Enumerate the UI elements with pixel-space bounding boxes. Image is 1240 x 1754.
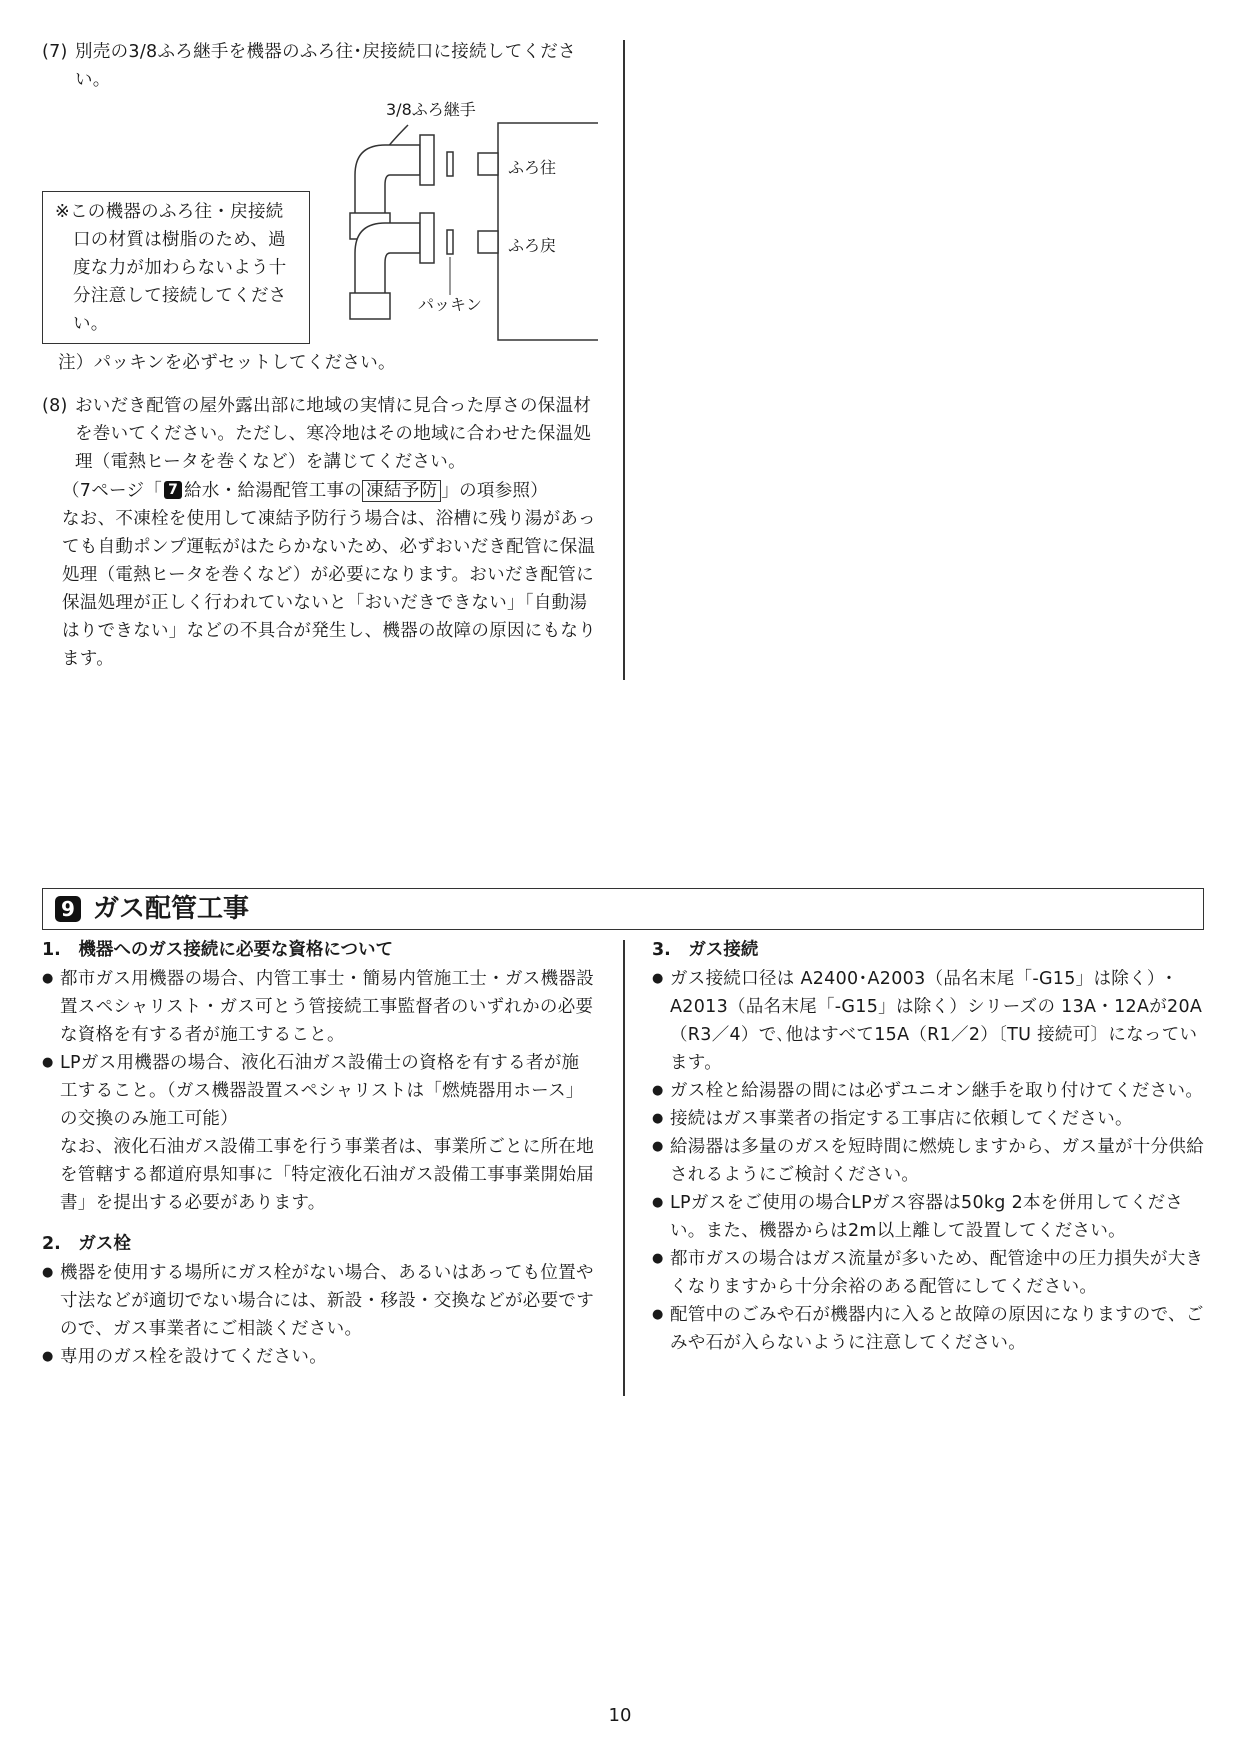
section-title: ガス配管工事 <box>93 894 250 924</box>
label-return: ふろ戻 <box>508 236 557 255</box>
sub3-heading: 3. ガス接続 <box>652 940 759 960</box>
bullet-mark: ● <box>652 1111 664 1126</box>
lower-packing <box>447 230 453 254</box>
top-column-divider <box>623 40 625 680</box>
ref-suffix: 」の項参照） <box>441 481 549 501</box>
sub3-bullet-4-text: 給湯器は多量のガスを短時間に燃焼しますから、ガス量が十分供給されるようにご検討ください。 <box>670 1137 1204 1185</box>
sub1-bullet-1-text: 都市ガス用機器の場合、内管工事士・簡易内管施工士・ガス機器設置スペシャリスト・ガス可とう管接続工事監督者のいずれかの必要な資格を有する者が施工すること。 <box>60 969 594 1045</box>
sub3-bullet-7-text: 配管中のごみや石が機器内に入ると故障の原因になりますので、ごみや石が入らないように注意してください。 <box>670 1305 1204 1353</box>
sub2-bullet-1-text: 機器を使用する場所にガス栓がない場合、あるいはあっても位置や寸法などが適切でない場合には、新設・移設・交換などが必要ですので、ガス事業者にご相談ください。 <box>60 1263 594 1339</box>
bullet-mark: ● <box>652 1083 664 1098</box>
bullet-mark: ● <box>42 1055 54 1070</box>
sub2-bullet-2 <box>42 1343 594 1371</box>
supply-port <box>478 153 498 175</box>
sub3-bullet-3-text: 接続はガス事業者の指定する工事店に依頼してください。 <box>670 1109 1133 1129</box>
ref-mid: 給水・給湯配管工事の <box>184 481 363 501</box>
sub3-bullet-2-text: ガス栓と給湯器の間には必ずユニオン継手を取り付けてください。 <box>670 1081 1204 1101</box>
bullet-mark: ● <box>652 1139 664 1154</box>
label-supply: ふろ往 <box>508 158 557 177</box>
sub1-bullet-2-cont: なお、液化石油ガス設備工事を行う事業者は、事業所ごとに所在地を管轄する都道府県知事に「特定液化石油ガス設備工事事業開始届書」を提出する必要があります。 <box>60 1137 594 1213</box>
sub2-heading: 2. ガス栓 <box>42 1234 131 1254</box>
return-port <box>478 231 498 253</box>
ref-freeze-protection: 凍結予防 <box>362 480 441 502</box>
bullet-mark: ● <box>42 1349 54 1364</box>
sub3-bullet-2 <box>652 1077 1204 1105</box>
bath-joint-diagram <box>330 95 600 355</box>
bullet-mark: ● <box>652 1307 664 1322</box>
sub1-bullet-2-text: LPガス用機器の場合、液化石油ガス設備士の資格を有する者が施工すること。（ガス機器設置スペシャリストは「燃焼器用ホース」の交換のみ施工可能） <box>60 1053 584 1129</box>
bullet-mark: ● <box>42 1265 54 1280</box>
sub1-bullet-1 <box>42 965 594 1049</box>
step8-num: (8) <box>42 396 68 416</box>
bullet-mark: ● <box>652 1251 664 1266</box>
upper-packing <box>447 152 453 176</box>
sub3-bullet-7 <box>652 1301 1204 1357</box>
unit-outline <box>498 123 598 340</box>
bullet-mark: ● <box>42 971 54 986</box>
page-number: 10 <box>608 1705 632 1726</box>
label-packing: パッキン <box>418 295 482 314</box>
sub2-bullet-1 <box>42 1259 594 1343</box>
bottom-column-divider <box>623 940 625 1396</box>
bullet-mark: ● <box>652 1195 664 1210</box>
sub1-heading: 1. 機器へのガス接続に必要な資格について <box>42 940 393 960</box>
sub2-bullet-2-text: 専用のガス栓を設けてください。 <box>60 1347 327 1367</box>
sub3-bullet-5 <box>652 1189 1204 1245</box>
sub3-bullet-4 <box>652 1133 1204 1189</box>
ref-prefix: （7ページ「 <box>62 481 163 501</box>
sub3-bullet-6-text: 都市ガスの場合はガス流量が多いため、配管途中の圧力損失が大きくなりますから十分余裕のある配管にしてください。 <box>670 1249 1204 1297</box>
label-joint: 3/8ふろ継手 <box>386 100 476 119</box>
sub1-bullet-2 <box>42 1049 594 1133</box>
sub3-bullet-1 <box>652 965 1204 1077</box>
sub3-bullet-6 <box>652 1245 1204 1301</box>
step8-reference <box>62 477 602 505</box>
right-column <box>652 937 1204 1357</box>
section-number-badge: 9 <box>55 896 81 922</box>
sub3-bullet-5-text: LPガスをご使用の場合LPガス容器は50kg 2本を併用してください。また、機器からは2m以上離して設置してください。 <box>670 1193 1184 1241</box>
sub3-bullet-1-text: ガス接続口径は A2400･A2003（品名末尾「-G15」は除く）･A2013（品名末尾「-G15」は除く）シリーズの 13A・12Aが20A（R3／4）で､他はすべて15A（R1／2）〔TU 接続可〕になっています。 <box>670 969 1203 1073</box>
step7-text: 別売の3/8ふろ継手を機器のふろ往･戻接続口に接続してください。 <box>75 42 576 90</box>
step7-footnote: 注）パッキンを必ずセットしてください。 <box>58 353 396 373</box>
step7-num: (7) <box>42 42 68 62</box>
material-caution-text: ※この機器のふろ往・戻接続口の材質は樹脂のため、過度な力が加わらないよう十分注意して接続してください。 <box>55 202 287 334</box>
bullet-mark: ● <box>652 971 664 986</box>
step8-text: おいだき配管の屋外露出部に地域の実情に見合った厚さの保温材を巻いてください。ただし、寒冷地はその地域に合わせた保温処理（電熱ヒータを巻くなど）を講じてください。 <box>75 396 592 472</box>
section-header-bar <box>42 888 1204 930</box>
left-column <box>42 937 594 1371</box>
step8-text2: なお、不凍栓を使用して凍結予防行う場合は、浴槽に残り湯があっても自動ポンプ運転がはたらかないため、必ずおいだき配管に保温処理（電熱ヒータを巻くなど）が必要になります。おいだき配管に保温処理が正しく行われていないと「おいだきできない」「自動湯はりできない」などの不具合が発生し、機器の故障の原因にもなります。 <box>62 509 596 669</box>
sub3-bullet-3 <box>652 1105 1204 1133</box>
ref-section-badge: 7 <box>164 481 182 499</box>
material-caution-box <box>42 191 310 344</box>
